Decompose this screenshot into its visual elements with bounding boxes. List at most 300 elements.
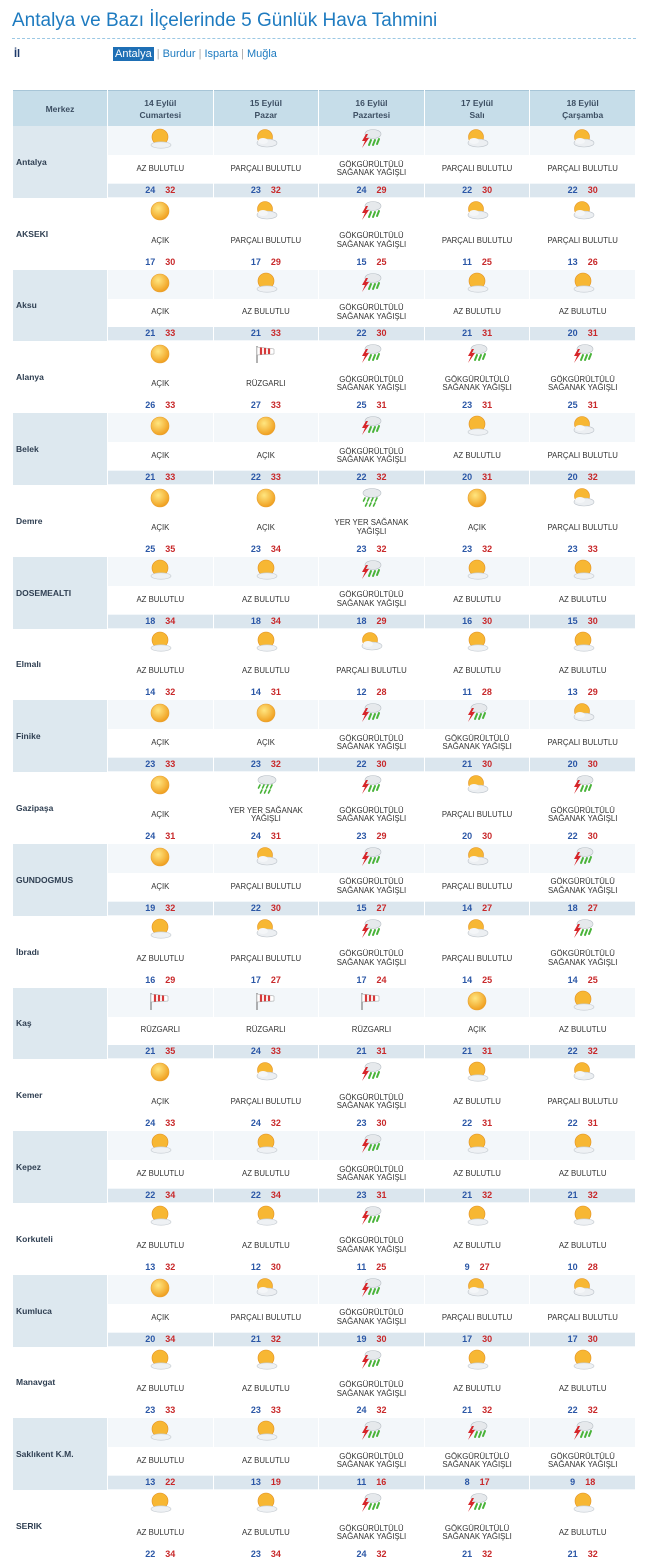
max-temp: 30 <box>482 1333 493 1344</box>
min-temp: 24 <box>250 1046 261 1057</box>
province-link-burdur[interactable]: Burdur <box>162 48 196 60</box>
forecast-cell <box>530 772 635 844</box>
az-bulutlu-icon <box>465 415 489 437</box>
day-header <box>425 90 530 126</box>
temperature-range <box>425 1548 530 1561</box>
min-temp: 14 <box>250 687 261 698</box>
temperature-range <box>108 471 213 484</box>
table-row <box>13 1418 635 1490</box>
gokgurultulu-icon <box>359 1061 383 1083</box>
forecast-cell <box>425 198 530 270</box>
temperature-range <box>108 1117 213 1130</box>
min-temp: 24 <box>250 1118 261 1129</box>
max-temp: 30 <box>376 328 387 339</box>
title-divider <box>12 38 636 39</box>
min-temp: 21 <box>462 1548 473 1559</box>
az-bulutlu-icon <box>254 559 278 581</box>
weather-description: PARÇALI BULUTLU <box>530 155 635 183</box>
weather-description: PARÇALI BULUTLU <box>230 235 302 245</box>
weather-description: AZ BULUTLU <box>214 1160 319 1188</box>
weather-description: PARÇALI BULUTLU <box>547 522 618 532</box>
max-temp: 31 <box>165 830 176 841</box>
min-temp: 22 <box>250 1189 261 1200</box>
forecast-cell <box>319 772 424 844</box>
temperature-range <box>319 615 424 628</box>
max-temp: 33 <box>165 471 176 482</box>
city-name: Gazipaşa <box>13 772 107 844</box>
table-row <box>13 844 635 916</box>
max-temp: 31 <box>587 400 598 411</box>
forecast-cell <box>530 988 635 1060</box>
max-temp: 30 <box>482 615 493 626</box>
min-temp: 21 <box>462 759 473 770</box>
weather-description: AÇIK <box>425 1017 530 1045</box>
min-temp: 18 <box>250 615 261 626</box>
saganak-icon <box>359 487 383 509</box>
max-temp: 25 <box>376 256 387 267</box>
min-temp: 13 <box>567 687 578 698</box>
weather-description: PARÇALI BULUTLU <box>230 1097 302 1107</box>
min-temp: 25 <box>356 400 367 411</box>
weather-description: AÇIK <box>214 442 319 470</box>
province-links: Antalya | Burdur | Isparta | Muğla <box>115 48 277 60</box>
min-temp: 14 <box>567 974 578 985</box>
min-temp: 23 <box>462 543 473 554</box>
temperature-range <box>108 830 213 843</box>
weather-description: GÖKGÜRÜLTÜLÜ SAĞANAK YAĞIŞLI <box>336 1236 407 1254</box>
temperature-range <box>214 1261 319 1274</box>
temperature-range <box>214 1476 319 1489</box>
max-temp: 35 <box>165 543 176 554</box>
min-temp: 12 <box>356 687 367 698</box>
max-temp: 25 <box>376 1261 387 1272</box>
header-row <box>13 90 635 126</box>
merkez-header: Merkez <box>13 90 107 126</box>
temperature-range <box>214 758 319 771</box>
parcali-bulutlu-icon <box>571 487 595 509</box>
weather-description: AÇIK <box>151 809 170 819</box>
min-temp: 22 <box>567 1046 578 1057</box>
max-temp: 29 <box>270 256 281 267</box>
temperature-range <box>214 543 319 556</box>
az-bulutlu-icon <box>571 990 595 1012</box>
weather-description: GÖKGÜRÜLTÜLÜ SAĞANAK YAĞIŞLI <box>336 1523 407 1542</box>
min-temp: 14 <box>462 974 473 985</box>
temperature-range <box>319 256 424 269</box>
min-temp: 23 <box>145 1405 156 1416</box>
max-temp: 31 <box>482 328 493 339</box>
weather-description: PARÇALI BULUTLU <box>336 666 407 676</box>
table-row <box>13 1131 635 1203</box>
forecast-cell <box>214 1275 319 1347</box>
day-header <box>319 90 424 126</box>
max-temp: 30 <box>587 830 598 841</box>
weather-description: AZ BULUTLU <box>214 1447 319 1475</box>
city-name: DOSEMEALTI <box>13 557 107 629</box>
city-name: AKSEKI <box>13 198 107 270</box>
province-link-isparta[interactable]: Isparta <box>204 48 239 60</box>
max-temp: 30 <box>587 615 598 626</box>
temperature-range <box>530 543 635 556</box>
min-temp: 17 <box>145 256 156 267</box>
forecast-cell <box>214 1347 319 1419</box>
table-row <box>13 700 635 772</box>
max-temp: 31 <box>482 471 493 482</box>
min-temp: 18 <box>145 615 156 626</box>
temperature-range <box>425 399 530 412</box>
min-temp: 21 <box>250 1333 261 1344</box>
temperature-range <box>214 686 319 699</box>
min-temp: 14 <box>145 687 156 698</box>
temperature-range <box>530 1476 635 1489</box>
weather-description: GÖKGÜRÜLTÜLÜ SAĞANAK YAĞIŞLI <box>319 729 424 757</box>
min-temp: 24 <box>145 184 156 195</box>
table-row <box>13 772 635 844</box>
min-temp: 21 <box>567 1189 578 1200</box>
max-temp: 30 <box>587 759 598 770</box>
parcali-bulutlu-icon <box>571 1277 595 1299</box>
forecast-cell <box>425 772 530 844</box>
weather-description: AZ BULUTLU <box>136 1527 185 1537</box>
forecast-cell <box>214 557 319 629</box>
forecast-cell <box>108 413 213 485</box>
forecast-cell <box>530 1275 635 1347</box>
min-temp: 10 <box>567 1261 578 1272</box>
max-temp: 25 <box>587 974 598 985</box>
weather-description: AZ BULUTLU <box>136 1384 185 1394</box>
province-link-mugla[interactable]: Muğla <box>246 48 277 60</box>
weather-description: AÇIK <box>108 873 213 901</box>
forecast-cell <box>108 1490 213 1562</box>
gokgurultulu-icon <box>571 918 595 940</box>
weather-description: GÖKGÜRÜLTÜLÜ SAĞANAK YAĞIŞLI <box>547 805 618 824</box>
az-bulutlu-icon <box>571 559 595 581</box>
max-temp: 33 <box>270 1046 281 1057</box>
temperature-range <box>530 902 635 915</box>
parcali-bulutlu-icon <box>465 1277 489 1299</box>
forecast-cell <box>214 270 319 342</box>
acik-icon <box>254 702 278 724</box>
forecast-cell <box>108 1418 213 1490</box>
forecast-cell <box>214 413 319 485</box>
min-temp: 21 <box>145 471 156 482</box>
weather-description: AZ BULUTLU <box>108 586 213 614</box>
weather-description: AZ BULUTLU <box>530 299 635 327</box>
temperature-range <box>319 1333 424 1346</box>
temperature-range <box>530 1189 635 1202</box>
az-bulutlu-icon <box>571 272 595 294</box>
weather-description: AZ BULUTLU <box>136 953 185 963</box>
min-temp: 26 <box>145 400 156 411</box>
temperature-range <box>319 399 424 412</box>
forecast-cell <box>214 629 319 701</box>
temperature-range <box>214 615 319 628</box>
parcali-bulutlu-icon <box>571 128 595 150</box>
temperature-range <box>530 615 635 628</box>
weather-description: AZ BULUTLU <box>453 1384 501 1394</box>
min-temp: 24 <box>250 830 261 841</box>
min-temp: 21 <box>145 328 156 339</box>
min-temp: 23 <box>356 830 367 841</box>
city-name: Saklıkent K.M. <box>13 1418 107 1490</box>
weather-description: PARÇALI BULUTLU <box>441 235 513 245</box>
forecast-cell <box>319 126 424 198</box>
temperature-range <box>108 327 213 340</box>
az-bulutlu-icon <box>148 631 172 653</box>
min-temp: 16 <box>145 974 156 985</box>
gokgurultulu-icon <box>359 702 383 724</box>
temperature-range <box>530 1333 635 1346</box>
forecast-cell <box>319 1347 424 1419</box>
min-temp: 23 <box>250 184 261 195</box>
max-temp: 22 <box>165 1477 176 1488</box>
max-temp: 32 <box>376 1548 387 1559</box>
city-name: GUNDOGMUS <box>13 844 107 916</box>
max-temp: 30 <box>165 256 176 267</box>
weather-description: GÖKGÜRÜLTÜLÜ SAĞANAK YAĞIŞLI <box>319 586 424 614</box>
gokgurultulu-icon <box>359 1277 383 1299</box>
max-temp: 34 <box>165 1189 176 1200</box>
acik-icon <box>148 415 172 437</box>
temperature-range <box>319 1548 424 1561</box>
temperature-range <box>108 399 213 412</box>
gokgurultulu-icon <box>571 846 595 868</box>
gokgurultulu-icon <box>359 128 383 150</box>
min-temp: 17 <box>462 1333 473 1344</box>
forecast-cell <box>530 126 635 198</box>
weather-description: RÜZGARLI <box>319 1017 424 1045</box>
max-temp: 35 <box>165 1046 176 1057</box>
max-temp: 32 <box>587 1189 598 1200</box>
city-name: Finike <box>13 700 107 772</box>
min-temp: 23 <box>250 1548 261 1559</box>
az-bulutlu-icon <box>254 631 278 653</box>
temperature-range <box>214 1404 319 1417</box>
min-temp: 27 <box>250 400 261 411</box>
city-name: Kumluca <box>13 1275 107 1347</box>
max-temp: 32 <box>165 902 176 913</box>
min-temp: 24 <box>145 1118 156 1129</box>
parcali-bulutlu-icon <box>254 1061 278 1083</box>
forecast-cell <box>530 1347 635 1419</box>
az-bulutlu-icon <box>465 272 489 294</box>
weather-description: GÖKGÜRÜLTÜLÜ SAĞANAK YAĞIŞLI <box>547 374 618 393</box>
max-temp: 33 <box>165 1405 176 1416</box>
gokgurultulu-icon <box>571 343 595 365</box>
weather-description: AZ BULUTLU <box>558 666 607 676</box>
max-temp: 32 <box>587 471 598 482</box>
acik-icon <box>148 846 172 868</box>
max-temp: 26 <box>587 256 598 267</box>
max-temp: 31 <box>482 1046 493 1057</box>
max-temp: 32 <box>270 1118 281 1129</box>
min-temp: 23 <box>356 1118 367 1129</box>
min-temp: 21 <box>462 1189 473 1200</box>
gokgurultulu-icon <box>359 415 383 437</box>
forecast-cell <box>530 1418 635 1490</box>
min-temp: 15 <box>567 615 578 626</box>
day-weekday: Cumartesi <box>139 109 182 120</box>
weather-description: AÇIK <box>151 522 170 532</box>
min-temp: 13 <box>567 256 578 267</box>
weather-description: AZ BULUTLU <box>530 586 635 614</box>
table-row <box>13 557 635 629</box>
gokgurultulu-icon <box>359 559 383 581</box>
max-temp: 27 <box>376 902 387 913</box>
temperature-range <box>108 184 213 197</box>
min-temp: 17 <box>356 974 367 985</box>
min-temp: 8 <box>464 1477 470 1488</box>
temperature-range <box>319 758 424 771</box>
min-temp: 22 <box>145 1548 156 1559</box>
temperature-range <box>108 256 213 269</box>
forecast-cell <box>319 341 424 413</box>
gokgurultulu-icon <box>359 918 383 940</box>
temperature-range <box>214 1045 319 1058</box>
acik-icon <box>148 487 172 509</box>
province-link-antalya[interactable]: Antalya <box>115 48 152 60</box>
temperature-range <box>319 1045 424 1058</box>
day-weekday: Çarşamba <box>562 109 604 120</box>
max-temp: 29 <box>376 830 387 841</box>
temperature-range <box>425 615 530 628</box>
temperature-range <box>530 327 635 340</box>
max-temp: 24 <box>376 974 387 985</box>
weather-description: RÜZGARLI <box>108 1017 213 1045</box>
temperature-range <box>425 184 530 197</box>
min-temp: 15 <box>356 902 367 913</box>
max-temp: 18 <box>585 1477 596 1488</box>
forecast-cell <box>530 1203 635 1275</box>
min-temp: 20 <box>462 471 473 482</box>
parcali-bulutlu-icon <box>571 415 595 437</box>
max-temp: 34 <box>165 615 176 626</box>
city-name: Demre <box>13 485 107 557</box>
forecast-cell <box>530 270 635 342</box>
weather-description: AÇIK <box>108 442 213 470</box>
weather-description: PARÇALI BULUTLU <box>547 1097 618 1107</box>
forecast-cell <box>108 270 213 342</box>
min-temp: 23 <box>356 543 367 554</box>
gokgurultulu-icon <box>359 200 383 222</box>
forecast-cell <box>319 270 424 342</box>
min-temp: 25 <box>145 543 156 554</box>
max-temp: 29 <box>376 615 387 626</box>
forecast-cell <box>530 700 635 772</box>
gokgurultulu-icon <box>571 1420 595 1442</box>
weather-description: AÇIK <box>108 1304 213 1332</box>
min-temp: 19 <box>356 1333 367 1344</box>
forecast-cell <box>425 700 530 772</box>
parcali-bulutlu-icon <box>465 918 489 940</box>
saganak-icon <box>254 774 278 796</box>
forecast-cell <box>319 413 424 485</box>
min-temp: 11 <box>462 687 472 698</box>
temperature-range <box>319 471 424 484</box>
min-temp: 20 <box>567 471 578 482</box>
weather-description: AZ BULUTLU <box>242 1240 290 1250</box>
parcali-bulutlu-icon <box>465 128 489 150</box>
forecast-cell <box>108 629 213 701</box>
forecast-cell <box>214 700 319 772</box>
gokgurultulu-icon <box>359 1205 383 1227</box>
weather-description: PARÇALI BULUTLU <box>214 155 319 183</box>
temperature-range <box>425 830 530 843</box>
temperature-range <box>108 1404 213 1417</box>
min-temp: 21 <box>462 1405 473 1416</box>
temperature-range <box>530 758 635 771</box>
weather-description: AZ BULUTLU <box>108 155 213 183</box>
city-name: Kaş <box>13 988 107 1060</box>
temperature-range <box>319 1476 424 1489</box>
table-row <box>13 1203 635 1275</box>
min-temp: 23 <box>567 543 578 554</box>
az-bulutlu-icon <box>148 918 172 940</box>
forecast-cell <box>425 1418 530 1490</box>
temperature-range <box>214 1333 319 1346</box>
forecast-cell <box>425 1347 530 1419</box>
temperature-range <box>214 471 319 484</box>
temperature-range <box>530 1117 635 1130</box>
max-temp: 34 <box>270 615 281 626</box>
forecast-cell <box>319 1490 424 1562</box>
max-temp: 34 <box>270 1189 281 1200</box>
temperature-range <box>530 1261 635 1274</box>
az-bulutlu-icon <box>254 1133 278 1155</box>
city-name: Elmalı <box>13 629 107 701</box>
table-row <box>13 916 635 988</box>
min-temp: 17 <box>250 974 261 985</box>
max-temp: 32 <box>165 1261 176 1272</box>
weather-description: AÇIK <box>151 1097 170 1107</box>
max-temp: 31 <box>270 687 281 698</box>
weather-description: AZ BULUTLU <box>453 1097 501 1107</box>
weather-description: GÖKGÜRÜLTÜLÜ SAĞANAK YAĞIŞLI <box>336 1380 407 1398</box>
weather-description: PARÇALI BULUTLU <box>214 1304 319 1332</box>
weather-description: AÇIK <box>151 235 170 245</box>
table-row <box>13 1347 635 1419</box>
city-name: Korkuteli <box>13 1203 107 1275</box>
min-temp: 20 <box>567 328 578 339</box>
max-temp: 33 <box>270 1405 281 1416</box>
forecast-cell <box>319 557 424 629</box>
weather-description: GÖKGÜRÜLTÜLÜ SAĞANAK YAĞIŞLI <box>319 1304 424 1332</box>
city-name: Belek <box>13 413 107 485</box>
city-name: İbradı <box>13 916 107 988</box>
forecast-cell <box>108 844 213 916</box>
ruzgarli-icon <box>254 990 278 1012</box>
gokgurultulu-icon <box>465 343 489 365</box>
weather-description: RÜZGARLI <box>214 1017 319 1045</box>
weather-description: AZ BULUTLU <box>108 1160 213 1188</box>
az-bulutlu-icon <box>254 1492 278 1514</box>
max-temp: 30 <box>270 902 281 913</box>
acik-icon <box>465 990 489 1012</box>
weather-description: PARÇALI BULUTLU <box>214 873 319 901</box>
min-temp: 23 <box>462 400 473 411</box>
forecast-cell <box>425 485 530 557</box>
max-temp: 28 <box>481 687 492 698</box>
forecast-cell <box>319 700 424 772</box>
gokgurultulu-icon <box>465 702 489 724</box>
min-temp: 22 <box>567 1118 578 1129</box>
forecast-cell <box>108 1275 213 1347</box>
az-bulutlu-icon <box>465 1133 489 1155</box>
parcali-bulutlu-icon <box>571 1061 595 1083</box>
min-temp: 11 <box>356 1477 367 1488</box>
az-bulutlu-icon <box>148 559 172 581</box>
table-row <box>13 341 635 413</box>
